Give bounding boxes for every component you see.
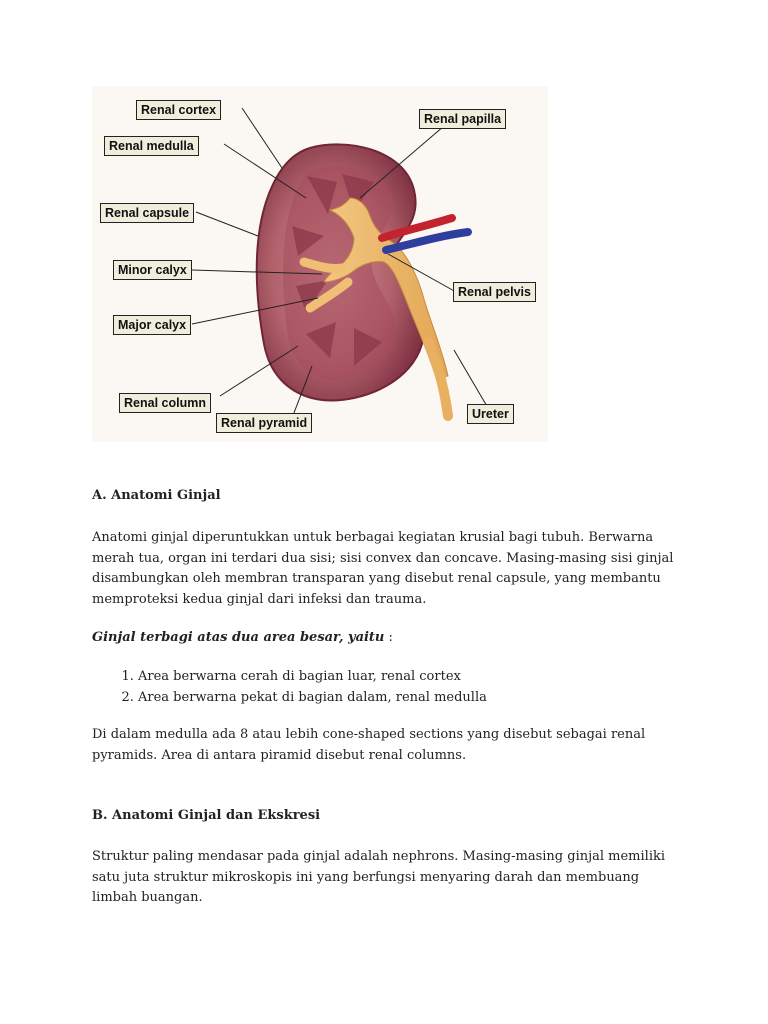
label-renal-cortex: Renal cortex	[136, 100, 221, 120]
label-ureter: Ureter	[467, 404, 514, 424]
section-a-paragraph2: Di dalam medulla ada 8 atau lebih cone-shaped sections yang disebut sebagai renal pyramids. Area di antara piramid disebut renal columns.	[92, 727, 646, 763]
kidney-diagram	[92, 86, 548, 442]
section-a-paragraph: Anatomi ginjal diperuntukkan untuk berbagai kegiatan krusial bagi tubuh. Berwarna merah tua, organ ini terdari dua sisi; sisi convex dan concave. Masing-masing sisi ginjal disambungkan oleh membran transparan yang disebut renal capsule, yang membantu memproteksi kedua ginjal dari infeksi dan trauma.	[92, 530, 674, 607]
section-a-heading: A. Anatomi Ginjal	[92, 488, 221, 503]
section-a-subheading-block	[92, 628, 682, 649]
label-renal-pyramid: Renal pyramid	[216, 413, 312, 433]
section-a-subheading: Ginjal terbagi atas dua area besar, yaitu	[92, 630, 385, 645]
section-b-paragraph: Struktur paling mendasar pada ginjal adalah nephrons. Masing-masing ginjal memiliki satu juta struktur mikroskopis ini yang berfungsi menyaring darah dan membuang limbah buangan.	[92, 849, 666, 905]
label-renal-column: Renal column	[119, 393, 211, 413]
label-major-calyx: Major calyx	[113, 315, 191, 335]
list-item: 2. Area berwarna pekat di bagian dalam, renal medulla	[138, 688, 682, 709]
section-a-subheading-line	[92, 628, 682, 649]
section-a-subheading-colon: :	[384, 630, 393, 645]
section-b-body	[92, 847, 682, 909]
label-minor-calyx: Minor calyx	[113, 260, 192, 280]
section-b-heading: B. Anatomi Ginjal dan Ekskresi	[92, 808, 321, 823]
section-a-paragraph2-block	[92, 725, 682, 766]
section-a-list-block	[92, 667, 682, 708]
label-renal-capsule: Renal capsule	[100, 203, 194, 223]
label-renal-papilla: Renal papilla	[419, 109, 506, 129]
label-renal-pelvis: Renal pelvis	[453, 282, 536, 302]
label-renal-medulla: Renal medulla	[104, 136, 199, 156]
section-a-list	[92, 667, 682, 708]
section-b	[92, 806, 682, 827]
section-a-body	[92, 528, 682, 610]
section-a	[92, 486, 682, 507]
list-item: 1. Area berwarna cerah di bagian luar, renal cortex	[138, 667, 682, 688]
